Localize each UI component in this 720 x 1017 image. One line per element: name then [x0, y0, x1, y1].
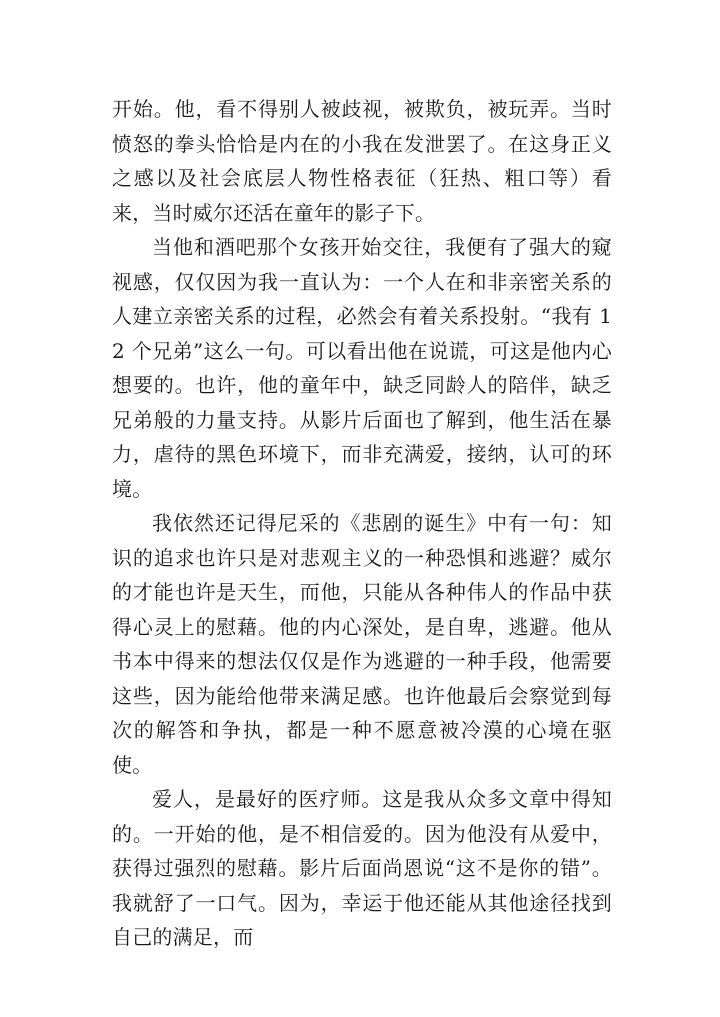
paragraph-4: 爱人，是最好的医疗师。这是我从众多文章中得知的。一开始的他，是不相信爱的。因为他没有从爱中，获得过强烈的慰藉。影片后面尚恩说“这不是你的错”。我就舒了一口气。因为，幸运于他还能从其他途径找到自己的满足，而 [112, 787, 612, 949]
paragraph-3: 我依然还记得尼采的《悲剧的诞生》中有一句：知识的追求也许只是对悲观主义的一种恐惧和逃避？威尔的才能也许是天生，而他，只能从各种伟人的作品中获得心灵上的慰藉。他的内心深处，是自卑，逃避。他从书本中得来的想法仅仅是作为逃避的一种手段，他需要这些，因为能给他带来满足感。也许他最后会察觉到每次的解答和争执，都是一种不愿意被冷漠的心境在驱使。 [112, 511, 612, 777]
paragraph-2: 当他和酒吧那个女孩开始交往，我便有了强大的窥视感，仅仅因为我一直认为：一个人在和非亲密关系的人建立亲密关系的过程，必然会有着关系投射。“我有 12 个兄弟”这么一句。可以看出他在说谎，可这是他内心想要的。也许，他的童年中，缺乏同龄人的陪伴，缺乏兄弟般的力量支持。从影片后面也了解到，他生活在暴力，虐待的黑色环境下，而非充满爱，接纳，认可的环境。 [112, 235, 612, 501]
paragraph-1: 开始。他，看不得别人被歧视，被欺负，被玩弄。当时愤怒的拳头恰恰是内在的小我在发泄罢了。在这身正义之感以及社会底层人物性格表征（狂热、粗口等）看来，当时威尔还活在童年的影子下。 [112, 97, 612, 225]
body-text [112, 92, 612, 955]
